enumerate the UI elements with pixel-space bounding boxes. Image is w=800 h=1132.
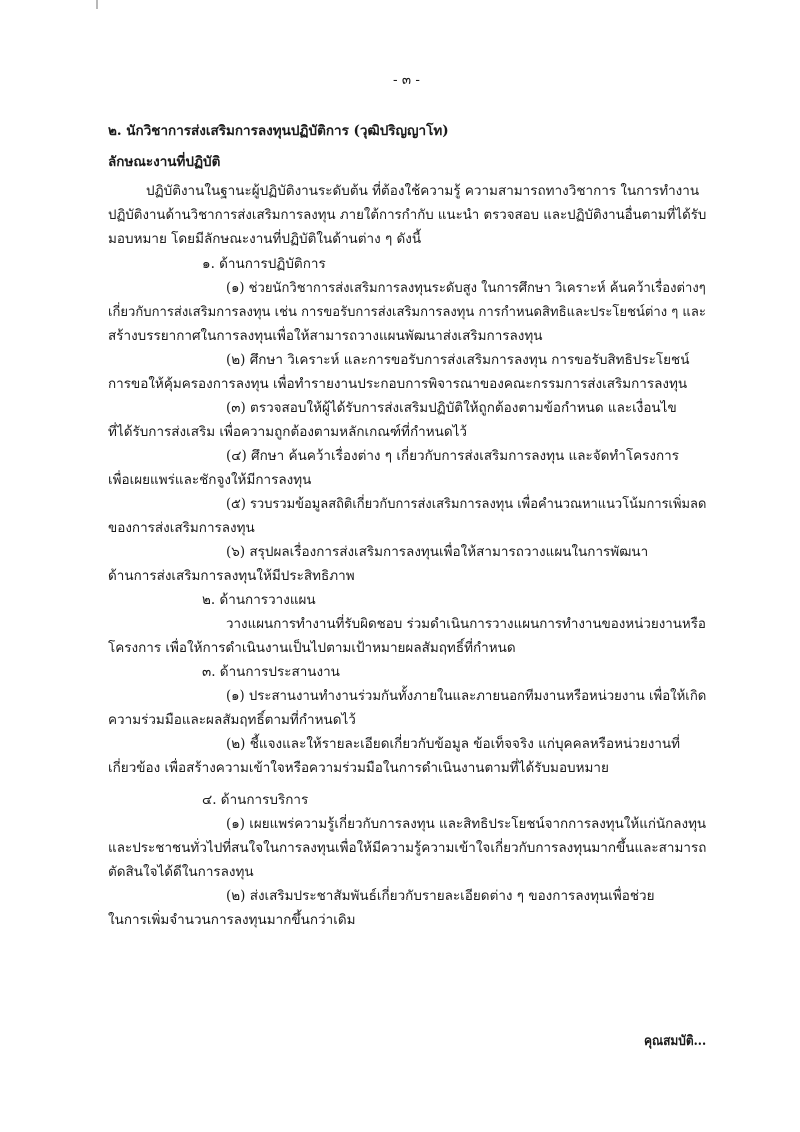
item-line: วางแผนการทำงานที่รับผิดชอบ ร่วมดำเนินการวางแผนการทำงานของหน่วยงานหรือ [226,616,706,632]
item-line: ด้านการส่งเสริมการลงทุนให้มีประสิทธิภาพ [108,568,355,584]
item-line: เกี่ยวข้อง เพื่อสร้างความเข้าใจหรือความร่วมมือในการดำเนินงานตามที่ได้รับมอบหมาย [108,760,609,776]
item-line: ที่ได้รับการส่งเสริม เพื่อความถูกต้องตามหลักเกณฑ์ที่กำหนดไว้ [108,424,467,440]
item-line: ของการส่งเสริมการลงทุน [108,520,255,536]
item-line: (๕) รวบรวมข้อมูลสถิติเกี่ยวกับการส่งเสริมการลงทุน เพื่อคำนวณหาแนวโน้มการเพิ่มลด [226,496,707,512]
item-line: และประชาชนทั่วไปที่สนใจในการลงทุนเพื่อให้มีความรู้ความเข้าใจเกี่ยวกับการลงทุนมากขึ้นและสามารถ [108,840,707,856]
area-title-operations: ๑. ด้านการปฏิบัติการ [202,256,326,272]
item-line: เกี่ยวกับการส่งเสริมการลงทุน เช่น การขอรับการส่งเสริมการลงทุน การกำหนดสิทธิและประโยชน์ต่าง ๆ และ [108,304,706,320]
item-line: (๒) ส่งเสริมประชาสัมพันธ์เกี่ยวกับรายละเอียดต่าง ๆ ของการลงทุนเพื่อช่วย [226,888,655,904]
item-line: (๖) สรุปผลเรื่องการส่งเสริมการลงทุนเพื่อให้สามารถวางแผนในการพัฒนา [226,544,649,560]
item-line: (๑) ประสานงานทำงานร่วมกันทั้งภายในและภายนอกทีมงานหรือหน่วยงาน เพื่อให้เกิด [226,688,707,704]
area-title-planning: ๒. ด้านการวางแผน [202,592,316,608]
item-line: (๑) ช่วยนักวิชาการส่งเสริมการลงทุนระดับสูง ในการศึกษา วิเคราะห์ ค้นคว้าเรื่องต่างๆ [226,280,706,296]
item-line: ความร่วมมือและผลสัมฤทธิ์ตามที่กำหนดไว้ [108,712,356,728]
continuation-note: คุณสมบัติ... [644,1033,707,1049]
item-line: (๑) เผยแพร่ความรู้เกี่ยวกับการลงทุน และสิทธิประโยชน์จากการลงทุนให้แก่นักลงทุน [226,816,707,832]
item-line: เพื่อเผยแพร่และชักจูงให้มีการลงทุน [108,472,312,488]
item-line: (๓) ตรวจสอบให้ผู้ได้รับการส่งเสริมปฏิบัติให้ถูกต้องตามข้อกำหนด และเงื่อนไข [226,400,677,416]
item-line: ในการเพิ่มจำนวนการลงทุนมากขึ้นกว่าเดิม [108,912,356,928]
section-heading: ๒. นักวิชาการส่งเสริมการลงทุนปฏิบัติการ (วุฒิปริญญาโท) [108,123,449,139]
intro-line: ปฏิบัติงานด้านวิชาการส่งเสริมการลงทุน ภายใต้การกำกับ แนะนำ ตรวจสอบ และปฏิบัติงานอื่นตามที่ได้รับ [108,207,707,223]
page-number: - ๓ - [393,72,420,88]
item-line: (๒) ศึกษา วิเคราะห์ และการขอรับการส่งเสริมการลงทุน การขอรับสิทธิประโยชน์ [226,352,690,368]
item-line: (๒) ชี้แจงและให้รายละเอียดเกี่ยวกับข้อมูล ข้อเท็จจริง แก่บุคคลหรือหน่วยงานที่ [226,736,681,752]
item-line: ตัดสินใจได้ดีในการลงทุน [108,864,254,880]
item-line: สร้างบรรยากาศในการลงทุนเพื่อให้สามารถวางแผนพัฒนาส่งเสริมการลงทุน [108,328,543,344]
item-line: โครงการ เพื่อให้การดำเนินงานเป็นไปตามเป้าหมายผลสัมฤทธิ์ที่กำหนด [108,640,516,656]
area-title-service: ๔. ด้านการบริการ [202,792,309,808]
item-line: การขอให้คุ้มครองการลงทุน เพื่อทำรายงานประกอบการพิจารณาของคณะกรรมการส่งเสริมการลงทุน [108,376,688,392]
item-line: (๔) ศึกษา ค้นคว้าเรื่องต่าง ๆ เกี่ยวกับการส่งเสริมการลงทุน และจัดทำโครงการ [226,448,680,464]
intro-line: ปฏิบัติงานในฐานะผู้ปฏิบัติงานระดับต้น ที่ต้องใช้ความรู้ ความสามารถทางวิชาการ ในการทำงาน [146,183,700,199]
area-title-coordination: ๓. ด้านการประสานงาน [202,664,340,680]
intro-line: มอบหมาย โดยมีลักษณะงานที่ปฏิบัติในด้านต่าง ๆ ดังนี้ [108,231,422,247]
scan-mark [96,0,98,9]
nature-heading: ลักษณะงานที่ปฏิบัติ [108,154,221,170]
